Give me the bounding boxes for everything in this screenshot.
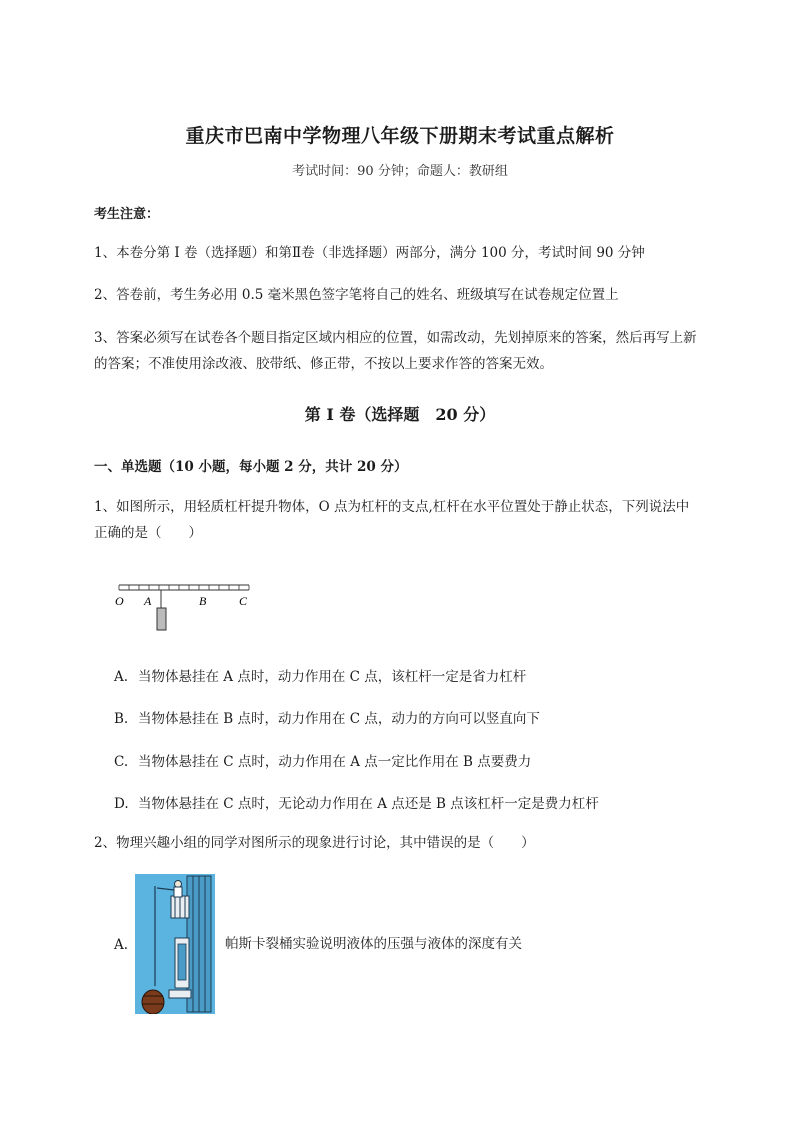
option-text: 当物体悬挂在 A 点时，动力作用在 C 点，该杠杆一定是省力杠杆	[138, 669, 527, 685]
q2-option-a-text: 帕斯卡裂桶实验说明液体的压强与液体的深度有关	[225, 936, 522, 952]
label-c: C	[239, 594, 248, 608]
door	[178, 944, 186, 980]
part-heading: 一、单选题（10 小题，每小题 2 分，共计 20 分）	[94, 459, 408, 475]
notice-item-3-cont: 的答案；不准使用涂改液、胶带纸、修正带，不按以上要求作答的答案无效。	[94, 356, 553, 372]
lever-figure	[110, 575, 270, 637]
person-body	[174, 887, 182, 897]
option-text: 当物体悬挂在 B 点时，动力作用在 C 点，动力的方向可以竖直向下	[138, 711, 540, 727]
question-1-stem-cont: 正确的是（ ）	[94, 525, 202, 541]
q1-option-d[interactable]	[114, 792, 599, 812]
section-title: 第 I 卷（选择题 20 分）	[304, 405, 496, 424]
notice-item-1: 1、本卷分第 I 卷（选择题）和第Ⅱ卷（非选择题）两部分，满分 100 分，考试时间 90 分钟	[94, 245, 645, 261]
option-label: B.	[114, 711, 129, 727]
option-label: A.	[114, 669, 129, 685]
person-head	[175, 881, 182, 888]
option-label: A.	[114, 937, 129, 953]
option-text: 当物体悬挂在 C 点时，动力作用在 A 点一定比作用在 B 点要费力	[138, 754, 532, 770]
question-1-stem: 1、如图所示，用轻质杠杆提升物体，O 点为杠杆的支点,杠杆在水平位置处于静止状态，下列说法中	[94, 499, 690, 515]
label-b: B	[199, 594, 207, 608]
notice-item-2: 2、答卷前，考生务必用 0.5 毫米黑色签字笔将自己的姓名、班级填写在试卷规定位置上	[94, 287, 619, 303]
barrel-icon	[142, 990, 164, 1014]
q1-option-c[interactable]	[114, 750, 531, 770]
question-2-stem: 2、物理兴趣小组的同学对图所示的现象进行讨论，其中错误的是（ ）	[94, 835, 535, 851]
exam-info: 考试时间：90 分钟；命题人：教研组	[292, 164, 508, 179]
hanging-weight	[157, 608, 166, 630]
lever-ticks	[119, 585, 249, 590]
label-o: O	[115, 594, 124, 608]
page-title: 重庆市巴南中学物理八年级下册期末考试重点解析	[185, 125, 615, 147]
label-a: A	[144, 594, 152, 608]
q1-option-b[interactable]	[114, 707, 540, 727]
option-label: C.	[114, 754, 129, 770]
steps	[169, 990, 191, 998]
notice-item-3: 3、答案必须写在试卷各个题目指定区域内相应的位置，如需改动，先划掉原来的答案，然后再写上新	[94, 330, 697, 346]
pascal-barrel-figure	[135, 874, 215, 1014]
option-text: 当物体悬挂在 C 点时，无论动力作用在 A 点还是 B 点该杠杆一定是费力杠杆	[138, 796, 599, 812]
q1-option-a[interactable]	[114, 665, 526, 685]
option-label: D.	[114, 796, 129, 812]
notice-heading: 考生注意：	[94, 207, 160, 222]
